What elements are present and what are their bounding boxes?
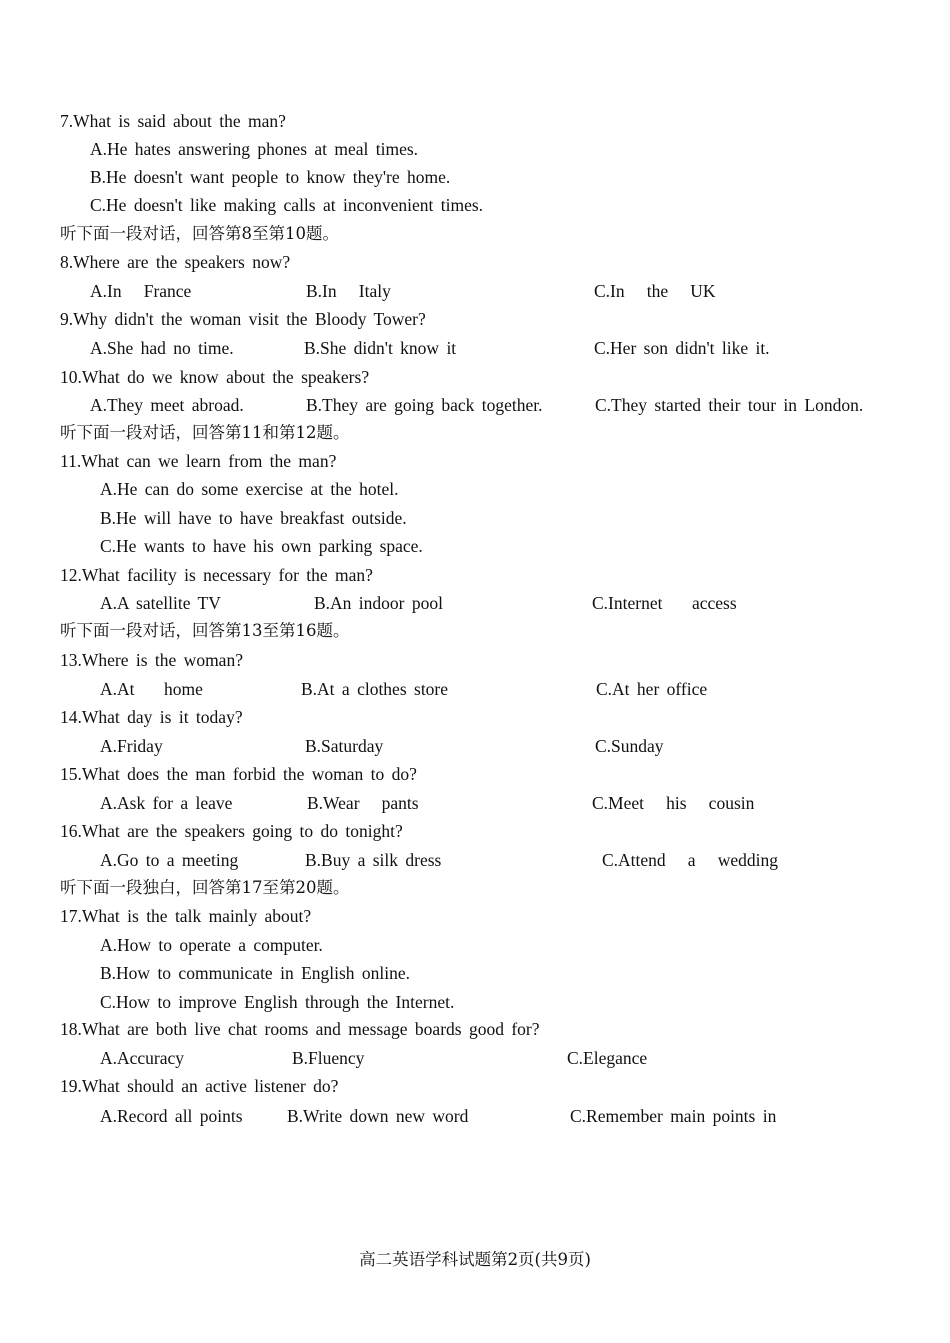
page-footer: 高二英语学科试题第2页(共9页) [359, 1250, 591, 1269]
question-14-option-b: B.Saturday [305, 736, 384, 756]
question-12-option-a: A.A satellite TV [100, 593, 221, 613]
question-19-option-b: B.Write down new word [287, 1106, 469, 1126]
question-8-option-b: B.In Italy [306, 281, 391, 301]
question-10-stem: 10.What do we know about the speakers? [60, 367, 370, 387]
question-7-option-a: A.He hates answering phones at meal times. [90, 139, 419, 159]
question-16-option-b: B.Buy a silk dress [305, 850, 442, 870]
question-18-option-a: A.Accuracy [100, 1048, 185, 1068]
question-14-option-c: C.Sunday [595, 736, 664, 756]
question-13-stem: 13.Where is the woman? [60, 650, 243, 670]
section-instruction-8-10: 听下面一段对话，回答第8至第10题。 [60, 224, 339, 243]
section-instruction-17-20: 听下面一段独白，回答第17至第20题。 [60, 878, 350, 897]
question-16-option-a: A.Go to a meeting [100, 850, 239, 870]
question-19-stem: 19.What should an active listener do? [60, 1076, 339, 1096]
question-16-stem: 16.What are the speakers going to do tonight? [60, 821, 403, 841]
question-12-option-c: C.Internet access [592, 593, 737, 613]
question-11-option-a: A.He can do some exercise at the hotel. [100, 479, 399, 499]
question-17-stem: 17.What is the talk mainly about? [60, 906, 312, 926]
question-18-option-c: C.Elegance [567, 1048, 648, 1068]
question-18-stem: 18.What are both live chat rooms and message boards good for? [60, 1019, 540, 1039]
question-11-option-c: C.He wants to have his own parking space. [100, 536, 423, 556]
question-13-option-a: A.At home [100, 679, 203, 699]
question-8-option-c: C.In the UK [594, 281, 716, 301]
question-14-stem: 14.What day is it today? [60, 707, 243, 727]
question-12-stem: 12.What facility is necessary for the man? [60, 565, 373, 585]
question-12-option-b: B.An indoor pool [314, 593, 443, 613]
question-9-stem: 9.Why didn't the woman visit the Bloody Tower? [60, 309, 426, 329]
question-17-option-b: B.How to communicate in English online. [100, 963, 411, 983]
question-7-stem: 7.What is said about the man? [60, 111, 286, 131]
question-9-option-b: B.She didn't know it [304, 338, 457, 358]
question-10-option-b: B.They are going back together. [306, 395, 543, 415]
question-8-stem: 8.Where are the speakers now? [60, 252, 291, 272]
question-15-option-c: C.Meet his cousin [592, 793, 755, 813]
question-19-option-c: C.Remember main points in [570, 1106, 777, 1126]
question-8-option-a: A.In France [90, 281, 192, 301]
question-14-option-a: A.Friday [100, 736, 163, 756]
question-15-stem: 15.What does the man forbid the woman to do? [60, 764, 417, 784]
question-15-option-a: A.Ask for a leave [100, 793, 233, 813]
question-17-option-a: A.How to operate a computer. [100, 935, 323, 955]
section-instruction-11-12: 听下面一段对话，回答第11和第12题。 [60, 423, 350, 442]
section-instruction-13-16: 听下面一段对话，回答第13至第16题。 [60, 621, 350, 640]
question-19-option-a: A.Record all points [100, 1106, 243, 1126]
question-10-option-c: C.They started their tour in London. [595, 395, 864, 415]
question-11-stem: 11.What can we learn from the man? [60, 451, 337, 471]
question-9-option-a: A.She had no time. [90, 338, 234, 358]
question-10-option-a: A.They meet abroad. [90, 395, 244, 415]
question-13-option-b: B.At a clothes store [301, 679, 449, 699]
question-15-option-b: B.Wear pants [307, 793, 419, 813]
question-11-option-b: B.He will have to have breakfast outside. [100, 508, 407, 528]
question-9-option-c: C.Her son didn't like it. [594, 338, 770, 358]
question-7-option-b: B.He doesn't want people to know they're home. [90, 167, 451, 187]
question-18-option-b: B.Fluency [292, 1048, 365, 1068]
question-7-option-c: C.He doesn't like making calls at inconvenient times. [90, 195, 484, 215]
question-16-option-c: C.Attend a wedding [602, 850, 778, 870]
question-13-option-c: C.At her office [596, 679, 708, 699]
question-17-option-c: C.How to improve English through the Internet. [100, 992, 455, 1012]
